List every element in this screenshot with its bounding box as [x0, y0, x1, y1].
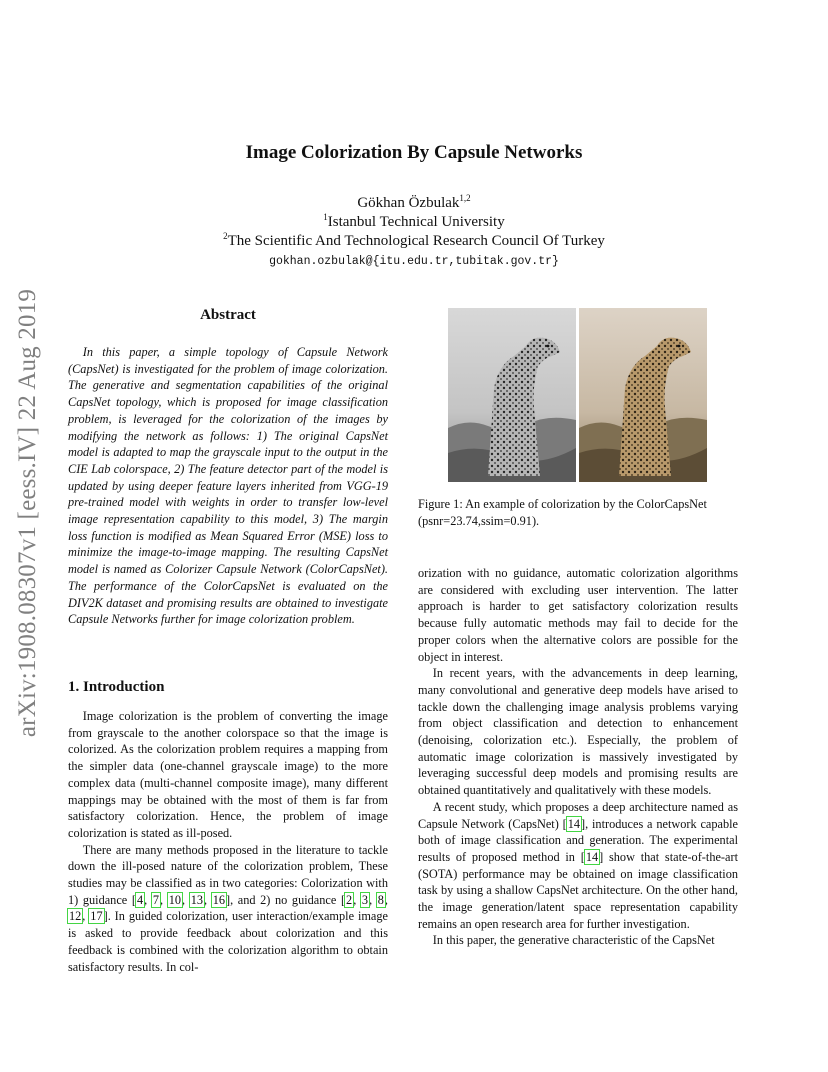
intro-paragraph-2-continued: orization with no guidance, automatic colorization algorithms are considered with excluding user intervention. The latter approach is harder to get satisfactory colorization results because fully automatic methods may fail to decide for the proper colors when the alternative colors are possible for the object in interest. — [418, 566, 738, 664]
intro-p4-text-b: ], introduces a network capable both of image classification and generation. The experimental results of proposed method in [ — [418, 816, 738, 864]
affiliation-2-sup: 2 — [223, 231, 228, 241]
introduction-heading: 1. Introduction — [68, 679, 165, 695]
intro-paragraph-1: Image colorization is the problem of converting the image from grayscale to the another colorspace so that the image is colorized. As the colorization problem requires a mapping from the simpler data (one-channel grayscale image) to the more complex data (multi-channel composite image), many different mappings may be obtained with the most of them is far from satisfactory colorization. Hence, the problem of image colorization is stated as ill-posed. — [68, 709, 388, 840]
citation-link[interactable]: 14 — [585, 849, 599, 864]
paper-title: Image Colorization By Capsule Networks — [245, 142, 583, 163]
intro-p2-text-c: ]. In guided colorization, user interaction/example image is asked to provide feedback about colorization and this feedback is combined with the colorization algorithm to obtain satisfactory results. In col- — [68, 909, 388, 974]
affiliation-1 — [0, 214, 828, 231]
affiliation-1-text: Istanbul Technical University — [327, 214, 505, 230]
citation-link[interactable]: 7 — [152, 892, 159, 907]
abstract-body: In this paper, a simple topology of Capsule Network (CapsNet) is investigated for the problem of image colorization. The generative and segmentation capabilities of the original CapsNet topology, which is proposed for image classification problem, is leveraged for the colorization of the images by modifying the network as follows: 1) The original CapsNet model is adapted to map the grayscale input to the output in the CIE Lab colorspace, 2) The feature detector part of the model is updated by using deeper feature layers inherited from VGG-19 pre-trained model with weights in order to transfer low-level image representation capability to this model, 3) The margin loss function is modified as Mean Squared Error (MSE) loss to minimize the image-to-image mapping. The resulting CapsNet model is named as Colorizer Capsule Network (ColorCapsNet). The performance of the ColorCapsNet is evaluated on the DIV2K dataset and promising results are obtained to investigate Capsule Networks further for image colorization problem. — [68, 345, 388, 627]
arxiv-side-stamp — [4, 278, 52, 748]
author-line — [0, 195, 828, 212]
citation-link[interactable]: 4 — [136, 892, 144, 907]
citation-link[interactable]: 12 — [69, 909, 82, 924]
intro-paragraph-5: In this paper, the generative characteristic of the CapsNet — [432, 933, 715, 948]
citation-link[interactable]: 14 — [567, 816, 581, 831]
colorized-cheetah-photo — [579, 308, 707, 482]
intro-p2-text-b: ], and 2) no guidance [ — [225, 892, 346, 907]
right-column-body — [418, 565, 738, 949]
left-column-body — [68, 708, 388, 975]
intro-p4-text-c: ] show that state-of-the-art (SOTA) performance may be obtained on image classification task by using a shallow CapsNet architecture. On the other hand, the image generation/latent space representation capability remains an open research area for further investigation. — [418, 849, 738, 931]
citation-link[interactable]: 3 — [361, 892, 369, 907]
intro-p2-text-a: There are many methods proposed in the literature to tackle down the ill-posed nature of the colorization problem, These studies may be classified as in two categories: Colorization with 1) guidance [ — [68, 842, 388, 907]
abstract-heading: Abstract — [200, 307, 256, 323]
intro-paragraph-3: In recent years, with the advancements in deep learning, many convolutional and generative deep models have arised to tackle down the challenging image analysis problems varying from object classification and detection to enhancement (denoising, colorization etc.). Especially, the problem of automatic image colorization is massively investigated by leveraging successful deep models and promising results are obtained quantitatively and qualitatively with these models. — [418, 666, 738, 798]
citation-link[interactable]: 8 — [377, 892, 384, 907]
citation-link[interactable]: 2 — [346, 892, 353, 907]
citation-link[interactable]: 10 — [168, 892, 181, 907]
intro-p4-text-a: A recent study, which proposes a deep architecture named as Capsule Network (CapsNet) [ — [418, 799, 738, 831]
affiliation-1-sup: 1 — [323, 212, 328, 222]
affiliation-2-text: The Scientific And Technological Research Council Of Turkey — [227, 233, 605, 249]
figure-1-caption: Figure 1: An example of colorization by the ColorCapsNet (psnr=23.74,ssim=0.91). — [418, 497, 707, 528]
author-name: Gökhan Özbulak — [357, 195, 460, 211]
citation-link[interactable]: 16 — [212, 892, 225, 907]
author-email: gokhan.ozbulak@{itu.edu.tr,tubitak.gov.tr} — [269, 255, 559, 268]
figure-1 — [448, 308, 708, 482]
intro-paragraph-2: There are many methods proposed in the literature to tackle down the ill-posed nature of the colorization problem, These studies may be classified as in two categories: Colorization with 1) guidance [4, 7, 10, 13, 16], and 2) no guidance [2, 3, 8, 12, 17]. In guided colorization, user interaction/example image is asked to provide feedback about colorization and this feedback is combined with the colorization algorithm to obtain satisfactory results. In col- — [68, 842, 388, 974]
citation-link[interactable]: 13 — [190, 892, 203, 907]
affiliation-2 — [0, 233, 828, 250]
citation-link[interactable]: 17 — [90, 909, 103, 924]
arxiv-identifier: arXiv:1908.08307v1 [eess.IV] 22 Aug 2019 — [14, 288, 42, 738]
intro-paragraph-4 — [418, 799, 738, 933]
grayscale-cheetah-photo — [448, 308, 576, 482]
author-affil-sup: 1,2 — [459, 193, 471, 203]
